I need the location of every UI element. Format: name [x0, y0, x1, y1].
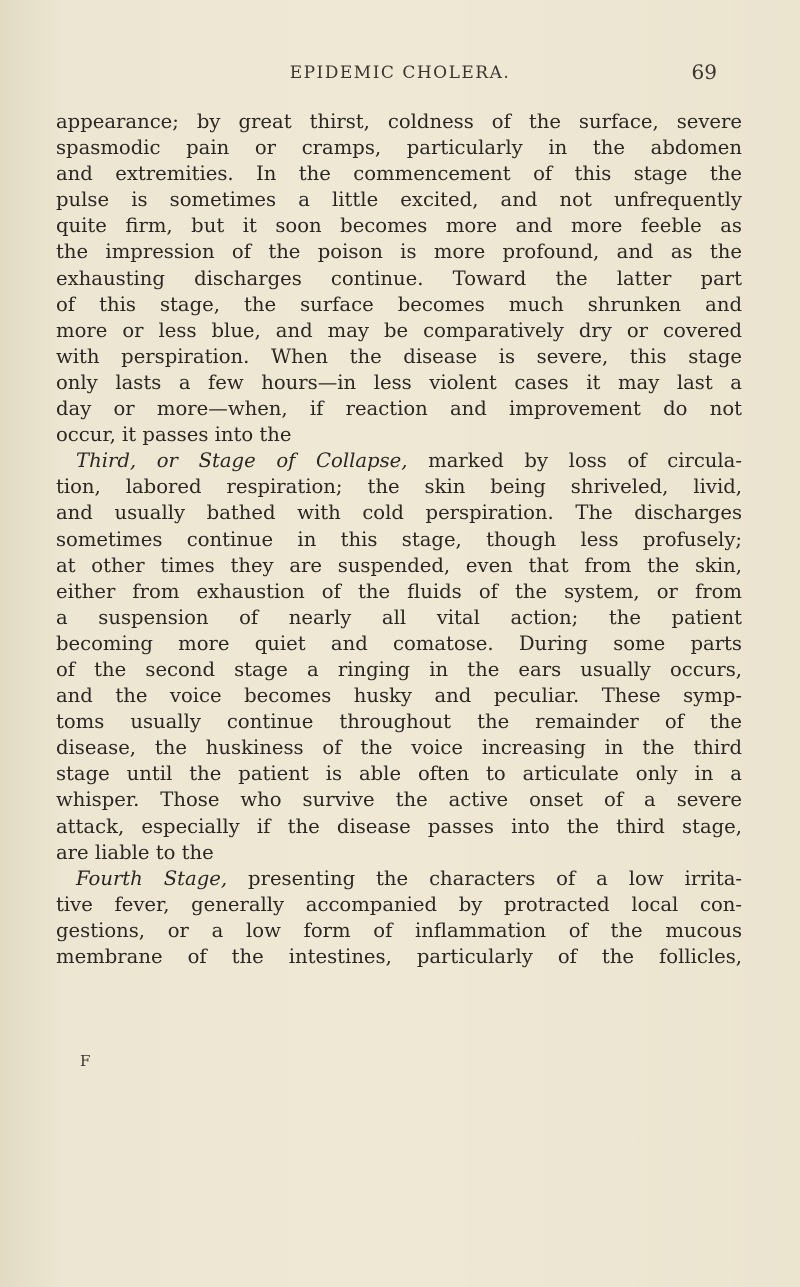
text-line: sometimes continue in this stage, though less profusely; [56, 527, 742, 551]
text-line: of the second stage a ringing in the ears usually occurs, [56, 657, 742, 681]
stage-title-fourth: Fourth Stage, [76, 866, 228, 890]
text-line: a suspension of nearly all vital action; the patient [56, 605, 742, 629]
text-line: only lasts a few hours—in less violent cases it may last a [56, 370, 742, 394]
signature-mark: F [80, 1052, 91, 1070]
text-line: disease, the huskiness of the voice increasing in the third [56, 736, 742, 760]
text-line: and extremities. In the commencement of this stage the [56, 162, 742, 186]
text-line: stage until the patient is able often to articulate only in a [56, 762, 742, 786]
page-number: 69 [691, 60, 717, 84]
text-line: at other times they are suspended, even that from the skin, [56, 553, 742, 577]
text-line: more or less blue, and may be comparatively dry or covered [56, 318, 742, 342]
text-line: attack, especially if the disease passes into the third stage, [56, 814, 742, 838]
text-line: the impression of the poison is more profound, and as the [56, 240, 742, 264]
stage-heading-line [56, 448, 742, 474]
text-line: gestions, or a low form of inflammation of the mucous [56, 918, 742, 942]
text-line: tion, labored respiration; the skin being shriveled, livid, [56, 475, 742, 499]
text-line: whisper. Those who survive the active onset of a severe [56, 788, 742, 812]
page-header [0, 60, 800, 93]
text-line: tive fever, generally accompanied by protracted local con- [56, 892, 742, 916]
text-line: and the voice becomes husky and peculiar. These symp- [56, 684, 742, 708]
text-line: occur, it passes into the [56, 423, 292, 447]
text-line: appearance; by great thirst, coldness of the surface, severe [56, 110, 742, 133]
text-line: spasmodic pain or cramps, particularly in the abdomen [56, 136, 742, 160]
stage-heading-line [56, 866, 742, 892]
text-fragment: presenting the characters of a low irrita- [227, 866, 742, 890]
stage-title-third: Third, or Stage of Collapse, [76, 449, 408, 473]
text-line: are liable to the [56, 840, 214, 864]
text-line: and usually bathed with cold perspiration. The discharges [56, 501, 742, 525]
text-line: exhausting discharges continue. Toward the latter part [56, 266, 742, 290]
text-line: becoming more quiet and comatose. During some parts [56, 631, 742, 655]
text-line: quite firm, but it soon becomes more and more feeble as [56, 214, 742, 238]
text-line: either from exhaustion of the fluids of the system, or from [56, 579, 742, 603]
text-line: toms usually continue throughout the remainder of the [56, 710, 742, 734]
text-line: membrane of the intestines, particularly of the follicles, [56, 945, 742, 968]
text-line: with perspiration. When the disease is severe, this stage [56, 344, 742, 368]
text-line: pulse is sometimes a little excited, and not unfrequently [56, 188, 742, 212]
text-line: of this stage, the surface becomes much shrunken and [56, 292, 742, 316]
text-line: day or more—when, if reaction and improvement do not [56, 397, 742, 421]
text-fragment: marked by loss of circula- [407, 449, 742, 473]
body-text [56, 109, 742, 970]
running-head: EPIDEMIC CHOLERA. [289, 63, 511, 83]
